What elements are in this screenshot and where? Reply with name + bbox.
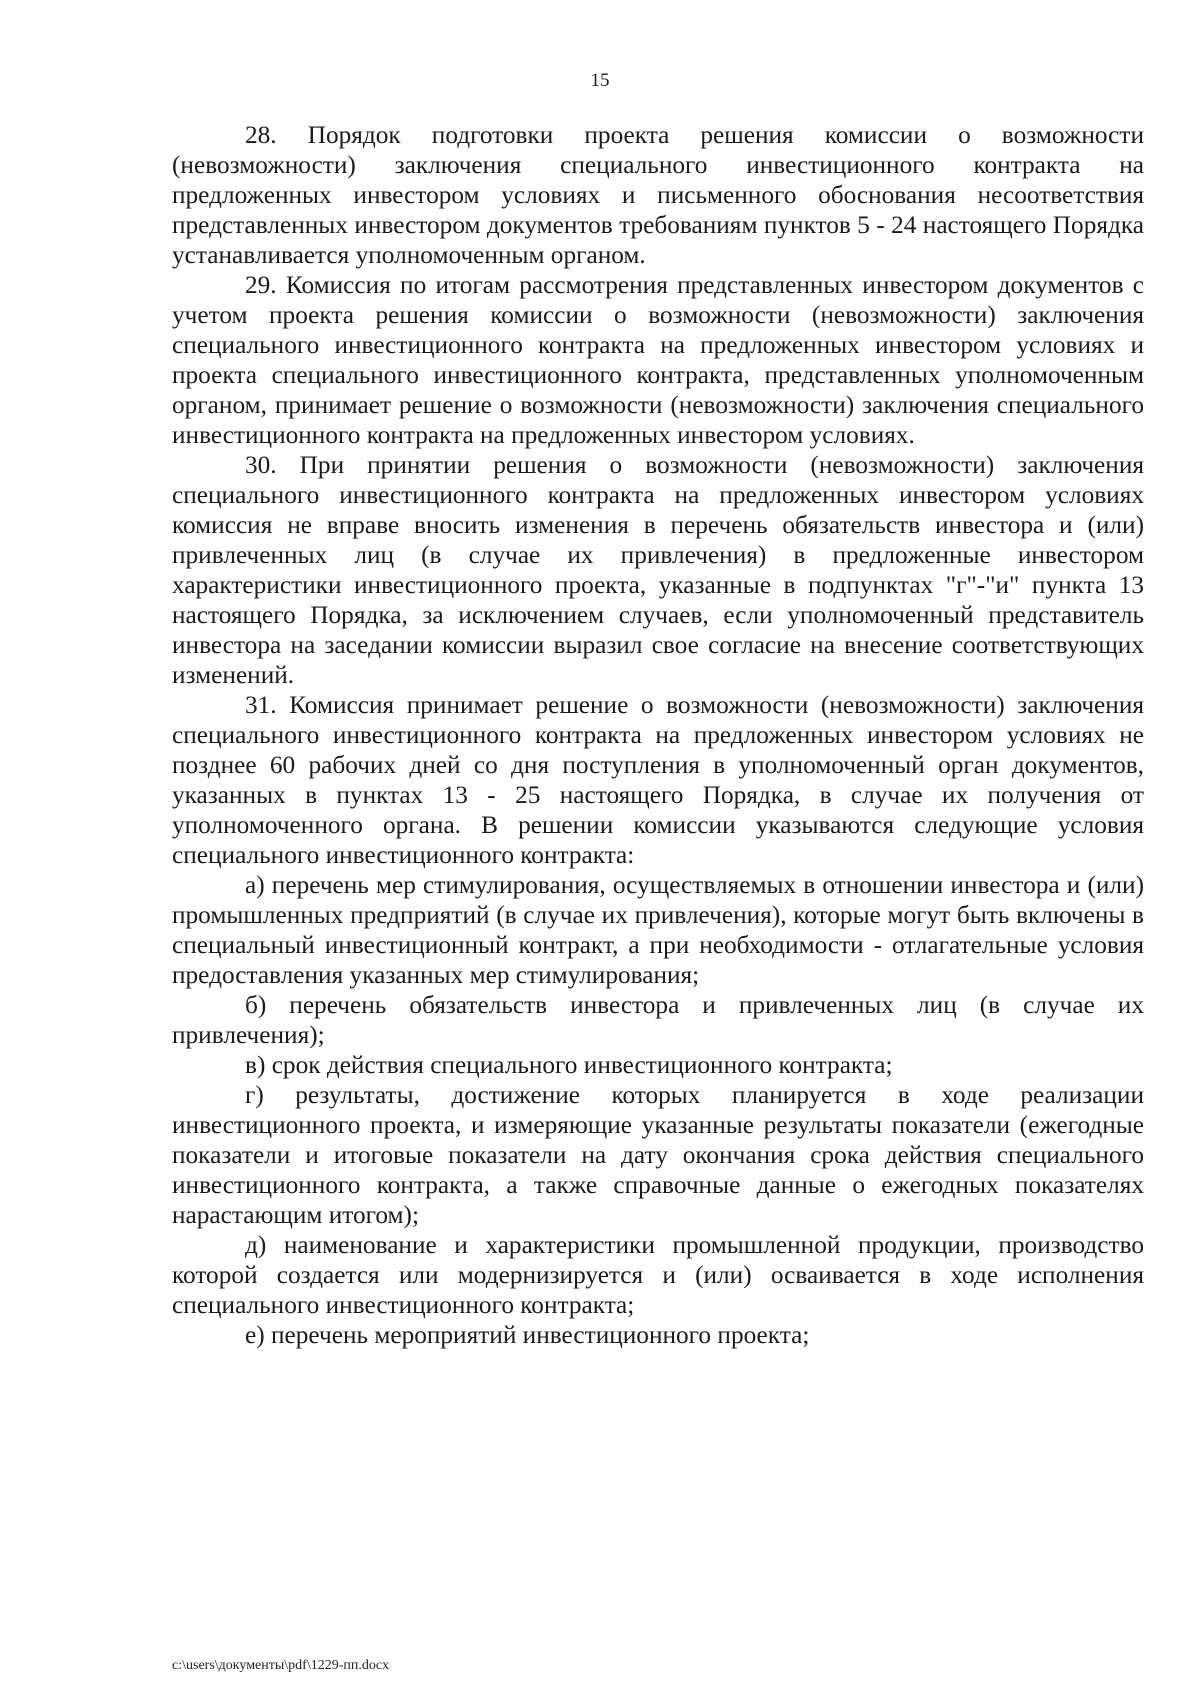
document-body — [172, 120, 1144, 1350]
subparagraph-b: б) перечень обязательств инвестора и привлеченных лиц (в случае их привлечения); — [172, 991, 1144, 1049]
subparagraph-a: а) перечень мер стимулирования, осуществляемых в отношении инвестора и (или) промышленных предприятий (в случае их привлечения), которые могут быть включены в специальный инвестиционный контракт, а при необходимости - отлагательные условия предоставления указанных мер стимулирования; — [172, 871, 1144, 989]
subparagraph-e: е) перечень мероприятий инвестиционного проекта; — [245, 1321, 810, 1349]
footer-file-path: c:\users\документы\pdf\1229-пп.docx — [172, 1658, 390, 1673]
paragraph-28: 28. Порядок подготовки проекта решения комиссии о возможности (невозможности) заключения специального инвестиционного контракта на предложенных инвестором условиях и письменного обоснования несоответствия представленных инвестором документов требованиям пунктов 5 - 24 настоящего Порядка устанавливается уполномоченным органом. — [172, 121, 1144, 269]
page-number: 15 — [590, 70, 610, 91]
paragraph-30: 30. При принятии решения о возможности (невозможности) заключения специального инвестиционного контракта на предложенных инвестором условиях комиссия не вправе вносить изменения в перечень обязательств инвестора и (или) привлеченных лиц (в случае их привлечения) в предложенные инвестором характеристики инвестиционного проекта, указанные в подпунктах "г"-"и" пункта 13 настоящего Порядка, за исключением случаев, если уполномоченный представитель инвестора на заседании комиссии выразил свое согласие на внесение соответствующих изменений. — [172, 451, 1144, 689]
subparagraph-d: д) наименование и характеристики промышленной продукции, производство которой создается или модернизируется и (или) осваивается в ходе исполнения специального инвестиционного контракта; — [172, 1231, 1144, 1319]
subparagraph-g: г) результаты, достижение которых планируется в ходе реализации инвестиционного проекта, и измеряющие указанные результаты показатели (ежегодные показатели и итоговые показатели на дату окончания срока действия специального инвестиционного контракта, а также справочные данные о ежегодных показателях нарастающим итогом); — [172, 1081, 1144, 1229]
paragraph-29: 29. Комиссия по итогам рассмотрения представленных инвестором документов с учетом проекта решения комиссии о возможности (невозможности) заключения специального инвестиционного контракта на предложенных инвестором условиях и проекта специального инвестиционного контракта, представленных уполномоченным органом, принимает решение о возможности (невозможности) заключения специального инвестиционного контракта на предложенных инвестором условиях. — [172, 271, 1144, 449]
paragraph-31: 31. Комиссия принимает решение о возможности (невозможности) заключения специального инвестиционного контракта на предложенных инвестором условиях не позднее 60 рабочих дней со дня поступления в уполномоченный орган документов, указанных в пунктах 13 - 25 настоящего Порядка, в случае их получения от уполномоченного органа. В решении комиссии указываются следующие условия специального инвестиционного контракта: — [172, 691, 1144, 869]
subparagraph-v: в) срок действия специального инвестиционного контракта; — [245, 1051, 893, 1079]
